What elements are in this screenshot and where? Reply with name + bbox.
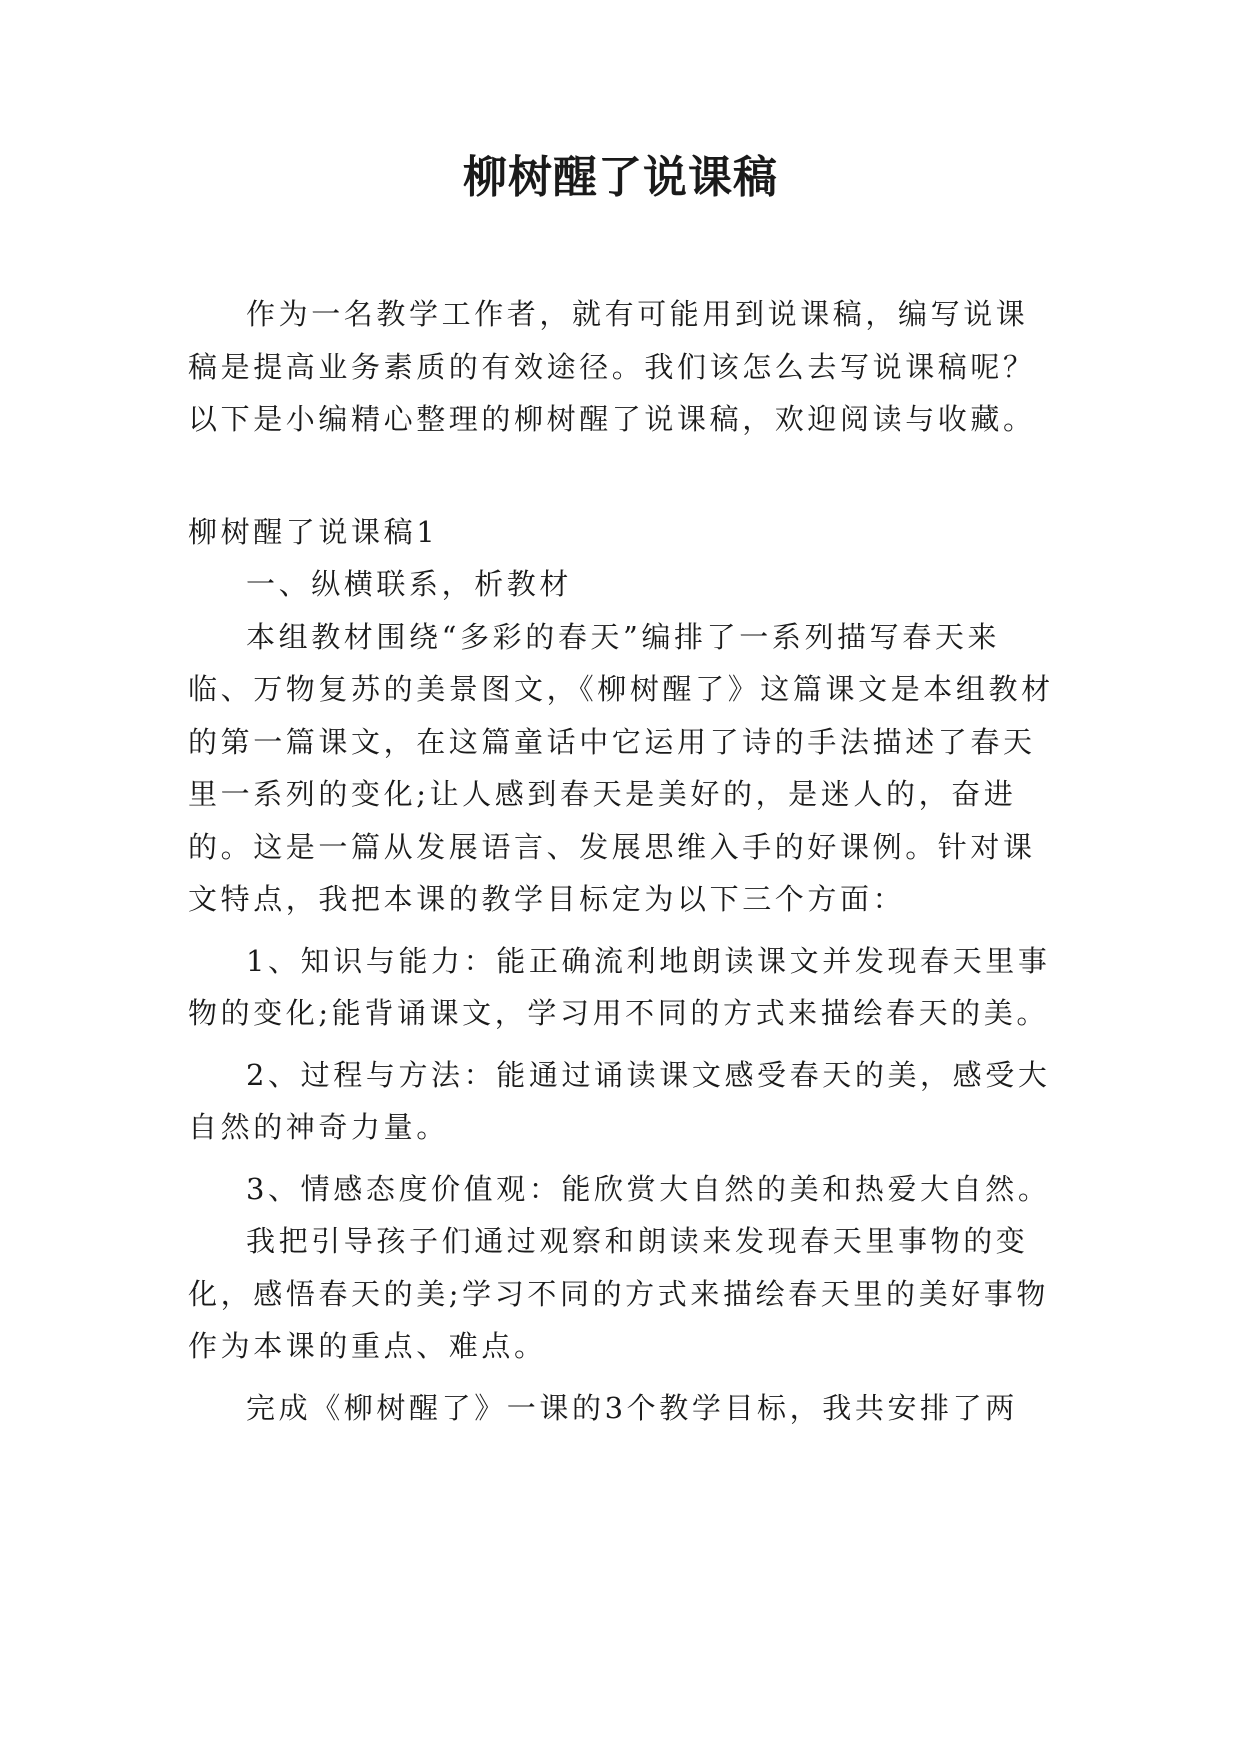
- intro-paragraph: 作为一名教学工作者，就有可能用到说课稿，编写说课稿是提高业务素质的有效途径。我们该怎么去写说课稿呢？以下是小编精心整理的柳树醒了说课稿，欢迎阅读与收藏。: [188, 297, 1036, 436]
- document-body: [188, 288, 1058, 1434]
- section-title: 柳树醒了说课稿1: [188, 514, 439, 549]
- paragraph-arrangement: 完成《柳树醒了》一课的3个教学目标，我共安排了两: [246, 1390, 1018, 1425]
- paragraph-goal-2: 2、过程与方法：能通过诵读课文感受春天的美，感受大自然的神奇力量。: [188, 1057, 1051, 1144]
- paragraph-goal-1: 1、知识与能力：能正确流利地朗读课文并发现春天里事物的变化;能背诵课文，学习用不同的方式来描绘春天的美。: [188, 943, 1051, 1030]
- paragraph-heading-1: 一、纵横联系，析教材: [246, 567, 573, 601]
- paragraph-key-points: 我把引导孩子们通过观察和朗读来发现春天里事物的变化，感悟春天的美;学习不同的方式来描绘春天里的美好事物作为本课的重点、难点。: [188, 1224, 1049, 1363]
- page-title: 柳树醒了说课稿: [463, 152, 778, 203]
- paragraph-textbook-analysis: 本组教材围绕“多彩的春天”编排了一系列描写春天来临、万物复苏的美景图文，《柳树醒了》这篇课文是本组教材的第一篇课文，在这篇童话中它运用了诗的手法描述了春天里一系列的变化;让人感到春天是美好的，是迷人的，奋进的。这是一篇从发展语言、发展思维入手的好课例。针对课文特点，我把本课的教学目标定为以下三个方面：: [188, 619, 1054, 916]
- paragraph-goal-3: 3、情感态度价值观：能欣赏大自然的美和热爱大自然。: [246, 1171, 1051, 1206]
